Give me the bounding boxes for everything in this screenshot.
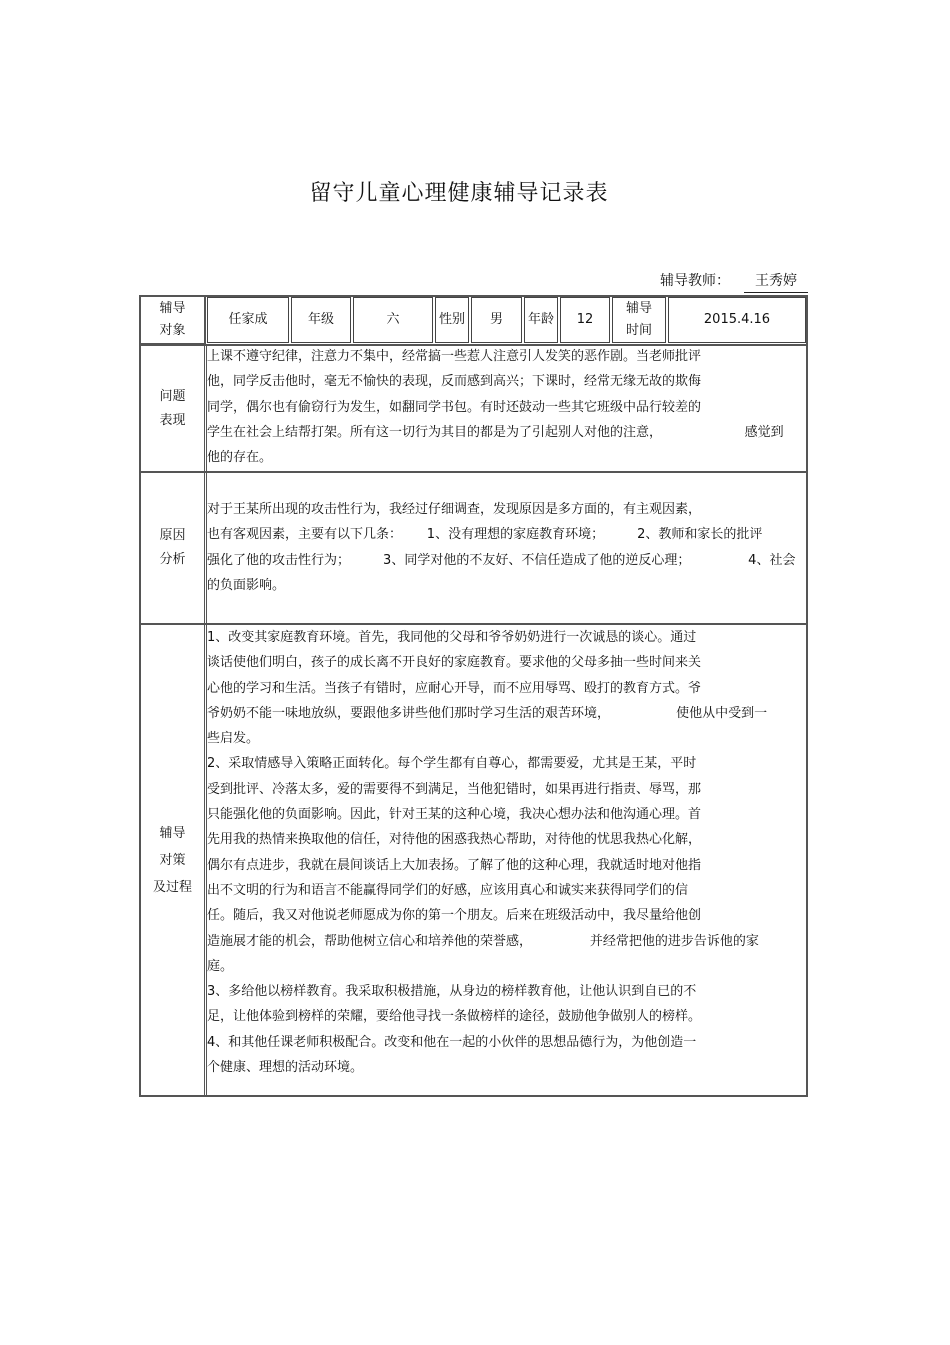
problem-description [207, 344, 784, 470]
grade-label: 年级 [291, 297, 351, 343]
teacher-label: 辅导教师： [660, 273, 730, 289]
strategy-line: 先用我的热情来换取他的信任，对待他的困惑我热心帮助，对待他的忧思我热心化解， [207, 832, 702, 848]
strategy-line: 谈话使他们明白，孩子的成长离不开良好的家庭教育。要求他的父母多抽一些时间来关 [207, 655, 702, 671]
problem-line: 学生在社会上结帮打架。所有这一切行为其目的都是为了引起别人对他的注意， 感觉到 [207, 424, 784, 440]
cause-line: 也有客观因素，主要有以下几条： 1、没有理想的家庭教育环境； 2、教师和家长的批评 [207, 527, 763, 543]
strategy-process [207, 625, 767, 1080]
strategy-line: 2、采取情感导入策略正面转化。每个学生都有自尊心，都需要爱，尤其是王某，平时 [207, 756, 697, 772]
strategy-line: 偶尔有点进步，我就在晨间谈话上大加表扬。了解了他的这种心理，我就适时地对他指 [207, 857, 702, 873]
strategy-line: 庭。 [207, 958, 234, 974]
strategy-label: 辅导 对策 及过程 [152, 825, 192, 895]
strategy-line: 爷奶奶不能一味地放纵，要跟他多讲些他们那时学习生活的艰苦环境， 使他从中受到一 [207, 705, 768, 721]
cause-label: 原因 分析 [159, 528, 186, 567]
strategy-line: 出不文明的行为和语言不能赢得同学们的好感，应该用真心和诚实来获得同学们的信 [207, 882, 689, 898]
page-title: 留守儿童心理健康辅导记录表 [309, 181, 609, 206]
time-label: 辅导 时间 [612, 297, 666, 343]
age-value: 12 [560, 297, 610, 343]
gender-value: 男 [471, 297, 522, 343]
cause-line: 的负面影响。 [207, 577, 286, 593]
strategy-line: 3、多给他以榜样教育。我采取积极措施，从身边的榜样教育他，让他认识到自已的不 [207, 984, 697, 1000]
teacher-name: 王秀婷 [744, 270, 808, 293]
problem-line: 他，同学反击他时，毫无不愉快的表现，反而感到高兴；下课时，经常无缘无故的欺侮 [207, 374, 702, 390]
row-divider [139, 471, 808, 473]
strategy-line: 任。随后，我又对他说老师愿成为你的第一个朋友。后来在班级活动中，我尽量给他创 [207, 908, 702, 924]
problem-line: 他的存在。 [207, 450, 273, 466]
grade-value: 六 [353, 297, 433, 343]
strategy-line: 心他的学习和生活。当孩子有错时，应耐心开导，而不应用辱骂、殴打的教育方式。爷 [207, 680, 702, 696]
strategy-line: 4、和其他任课老师积极配合。改变和他在一起的小伙伴的思想品德行为，为他创造一 [207, 1034, 697, 1050]
problem-line: 上课不遵守纪律，注意力不集中，经常搞一些惹人注意引人发笑的恶作剧。当老师批评 [207, 349, 702, 364]
age-label: 年龄 [524, 297, 558, 343]
date-value: 2015.4.16 [668, 297, 806, 343]
strategy-line: 受到批评、冷落太多，爱的需要得不到满足，当他犯错时，如果再进行指责、辱骂，那 [207, 781, 702, 797]
cause-line: 强化了他的攻击性行为； 3、同学对他的不友好、不信任造成了他的逆反心理； 4、社会 [207, 552, 796, 568]
student-name: 任家成 [207, 297, 289, 343]
cause-analysis [207, 497, 795, 598]
strategy-line: 个健康、理想的活动环境。 [207, 1060, 364, 1076]
cause-line: 对于王某所出现的攻击性行为，我经过仔细调查，发现原因是多方面的，有主观因素， [207, 502, 702, 517]
target-label: 辅导 对象 [139, 295, 206, 345]
strategy-line: 造施展才能的机会，帮助他树立信心和培养他的荣誉感， 并经常把他的进步告诉他的家 [207, 933, 759, 949]
strategy-line: 些启发。 [207, 731, 260, 747]
strategy-line: 足，让他体验到榜样的荣耀，要给他寻找一条做榜样的途径，鼓励他争做别人的榜样。 [207, 1009, 702, 1025]
problem-label: 问题 表现 [159, 388, 186, 428]
gender-label: 性别 [435, 297, 469, 343]
strategy-line: 1、改变其家庭教育环境。首先，我同他的父母和爷爷奶奶进行一次诚恳的谈心。通过 [207, 630, 697, 645]
problem-line: 同学，偶尔也有偷窃行为发生，如翻同学书包。有时还鼓动一些其它班级中品行较差的 [207, 399, 702, 415]
strategy-line: 只能强化他的负面影响。因此，针对王某的这种心境，我决心想办法和他沟通心理。首 [207, 807, 702, 823]
